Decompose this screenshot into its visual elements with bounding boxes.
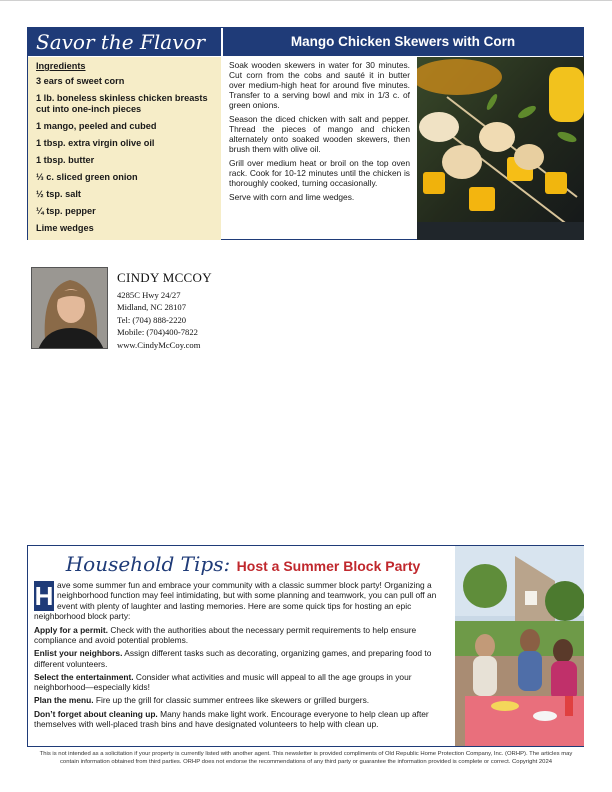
tip-lead: Apply for a permit. <box>34 624 108 635</box>
tip-item <box>34 648 452 669</box>
ingredient-item: ¼ tsp. pepper <box>36 206 96 216</box>
household-tips-title: Household Tips: <box>65 552 231 576</box>
direction-step: Grill over medium heat or broil on the top oven rack. Cook for 10-12 minutes until the chicken is thoroughly cooked, turning occasionally. <box>229 158 410 188</box>
drop-cap: H <box>34 581 54 611</box>
ingredient-item: Lime wedges <box>36 223 94 233</box>
tip-item <box>34 709 452 730</box>
ingredient-item: 3 ears of sweet corn <box>36 76 125 86</box>
agent-tel: Tel: (704) 888-2220 <box>117 314 187 325</box>
tips-text <box>34 552 452 732</box>
tip-lead: Plan the menu. <box>34 695 94 706</box>
savor-the-flavor-heading: Savor the Flavor <box>28 28 221 56</box>
agent-photo <box>31 267 108 349</box>
tip-item <box>34 672 452 693</box>
agent-mobile: Mobile: (704)400-7822 <box>117 327 198 338</box>
ingredient-item: 1 tbsp. butter <box>36 155 95 165</box>
recipe-title: Mango Chicken Skewers with Corn <box>223 28 583 56</box>
direction-step: Serve with corn and lime wedges. <box>229 192 355 202</box>
recipe-directions <box>229 60 410 206</box>
ingredient-item: 1 lb. boneless skinless chicken breasts cut into one-inch pieces <box>36 93 208 114</box>
chicken-skewers-photo <box>417 57 584 240</box>
direction-step: Soak wooden skewers in water for 30 minutes. Cut corn from the cobs and sauté it in butter over medium-high heat for around five minutes. Transfer to a serving bowl and mix in 1/3 c. of green onions. <box>229 60 410 110</box>
top-divider <box>0 0 612 1</box>
tips-heading <box>34 552 452 576</box>
tip-lead: Enlist your neighbors. <box>34 648 123 659</box>
agent-name: CINDY MCCOY <box>117 270 212 285</box>
direction-step: Season the diced chicken with salt and pepper. Thread the pieces of mango and chicken alternately onto soaked wooden skewers, then brush them with olive oil. <box>229 114 410 154</box>
tip-text: Consider what activities and music will appeal to all the age groups in your neighborhood—especially kids! <box>34 671 412 693</box>
recipe-card <box>27 27 584 240</box>
agent-website-link[interactable]: www.CindyMcCoy.com <box>117 339 201 350</box>
agent-address: 4285C Hwy 24/27 <box>117 290 181 300</box>
tip-lead: Select the entertainment. <box>34 671 134 682</box>
tips-intro <box>34 580 452 622</box>
tip-text: Fire up the grill for classic summer entrees like skewers or grilled burgers. <box>93 695 370 706</box>
ingredient-item: ⅓ c. sliced green onion <box>36 172 138 182</box>
ingredients-panel <box>28 57 221 240</box>
ingredient-item: ½ tsp. salt <box>36 189 81 199</box>
tip-item <box>34 695 452 705</box>
agent-city: Midland, NC 28107 <box>117 302 186 313</box>
household-tips-card <box>27 545 584 747</box>
tip-text: Check with the authorities about the necessary permit requirements to help ensure compliance and avoid potential problems. <box>34 624 417 645</box>
block-party-photo <box>455 546 584 746</box>
intro-text: ave some summer fun and embrace your community with a classic summer block party! Organizing a neighborhood function may feel intimidating, but with some planning and teamwork, you can pull off an event with plenty of laughter and lasting memories. Here are some quick tips for hosting an epic neighborhood block party: <box>34 580 437 622</box>
legal-disclaimer: This is not intended as a solicitation if your property is currently listed with another agent. This newsletter is provided compliments of Old Republic Home Protection Company, Inc. (ORHP). The articles may contain information obtained from third parties. ORHP does not endorse the recommendations of any third party or guarantee the information provided is complete or correct. Copyright 2024 <box>39 751 573 765</box>
tip-text: Assign different tasks such as decorating, organizing games, and preparing food to different volunteers. <box>34 648 432 669</box>
tip-item <box>34 625 452 646</box>
recipe-banner <box>28 28 583 56</box>
ingredient-item: 1 tbsp. extra virgin olive oil <box>36 138 155 148</box>
tips-subtitle: Host a Summer Block Party <box>236 558 421 574</box>
agent-contact <box>117 270 212 351</box>
tip-text: Many hands make light work. Encourage everyone to help clean up after themselves with well-placed trash bins and have designated volunteers to help with clean up. <box>34 708 429 729</box>
tip-lead: Don’t forget about cleaning up. <box>34 708 158 719</box>
ingredient-item: 1 mango, peeled and cubed <box>36 121 157 131</box>
ingredients-heading: Ingredients <box>36 61 86 71</box>
